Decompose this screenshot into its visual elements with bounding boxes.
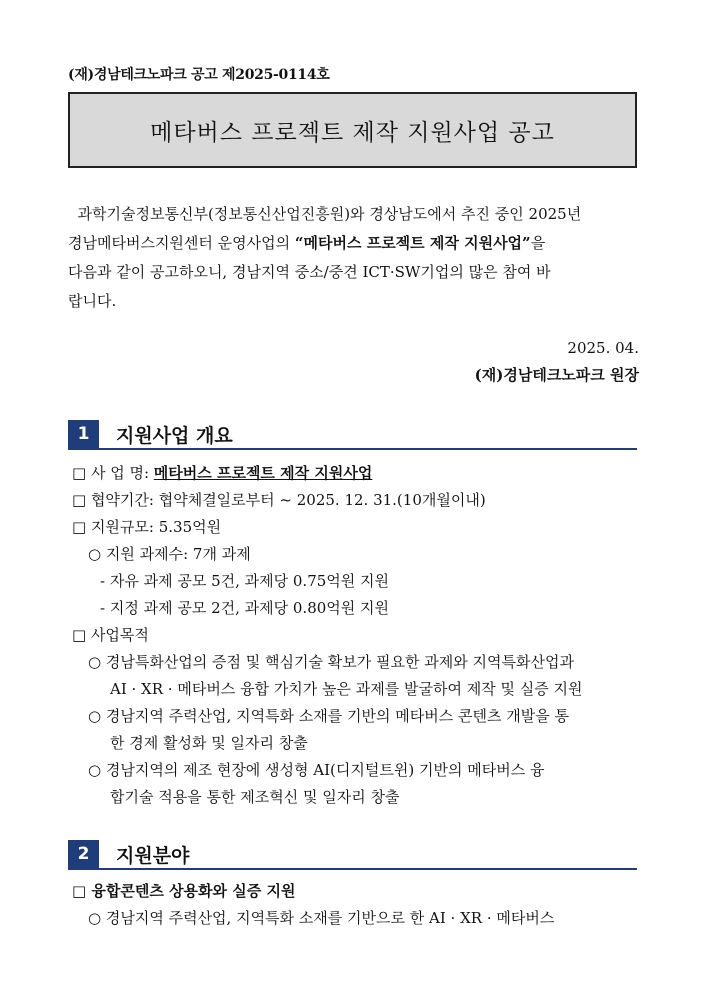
issuer: (재)경남테크노파크 원장 — [474, 366, 639, 384]
intro-line: 다음과 같이 공고하오니, 경남지역 중소/중견 ICT·SW기업의 많은 참여 바 — [68, 263, 551, 281]
intro-paragraph — [68, 200, 640, 316]
purpose-item-cont: 합기술 적용을 통한 제조혁신 및 일자리 창출 — [110, 788, 400, 806]
purpose-label: □ 사업목적 — [72, 626, 149, 644]
section-title: 지원분야 — [116, 845, 190, 867]
purpose-item-cont: 한 경제 활성화 및 일자리 창출 — [110, 734, 308, 752]
period-line: □ 협약기간: 협약체결일로부터 ~ 2025. 12. 31.(10개월이내) — [72, 491, 486, 509]
notice-number: (재)경남테크노파크 공고 제2025-0114호 — [68, 67, 330, 83]
purpose-item: ○ 경남지역 주력산업, 지역특화 소재를 기반의 메타버스 콘텐츠 개발을 통 — [88, 707, 569, 725]
scale-line: □ 지원규모: 5.35억원 — [72, 518, 222, 536]
intro-text: 을 — [530, 234, 546, 252]
section-2-header — [68, 840, 637, 870]
field-item: □ 융합콘텐츠 상용화와 실증 지원 — [72, 882, 296, 900]
intro-text: 경남메타버스지원센터 운영사업의 — [68, 234, 295, 252]
section-divider — [68, 868, 637, 870]
section-1-header — [68, 420, 637, 450]
section-number: 2 — [68, 840, 99, 868]
section-number: 1 — [68, 420, 99, 448]
section-title: 지원사업 개요 — [116, 425, 233, 447]
title-box — [68, 92, 637, 168]
purpose-item: ○ 경남특화산업의 증점 및 핵심기술 확보가 필요한 과제와 지역특화산업과 — [88, 653, 574, 671]
section-divider — [68, 448, 637, 450]
free-tasks-line: - 자유 과제 공모 5건, 과제당 0.75억원 지원 — [100, 572, 390, 590]
page-title: 메타버스 프로젝트 제작 지원사업 공고 — [150, 119, 555, 146]
project-name-line — [72, 462, 372, 483]
purpose-item-cont: AI · XR · 메타버스 융합 가치가 높은 과제를 발굴하여 제작 및 실증 지원 — [110, 680, 583, 698]
notice-date: 2025. 04. — [567, 339, 639, 357]
project-name: 메타버스 프로젝트 제작 지원사업 — [153, 464, 373, 482]
project-name-highlight: “메타버스 프로젝트 제작 지원사업” — [294, 234, 531, 252]
intro-line: 랍니다. — [68, 292, 117, 310]
field-item-desc: ○ 경남지역 주력산업, 지역특화 소재를 기반으로 한 AI · XR · 메타버스 — [88, 909, 555, 927]
purpose-item: ○ 경남지역의 제조 현장에 생성형 AI(디지털트윈) 기반의 메타버스 융 — [88, 761, 545, 779]
project-name-label: □ 사 업 명: — [72, 464, 154, 482]
designated-tasks-line: - 지정 과제 공모 2건, 과제당 0.80억원 지원 — [100, 599, 390, 617]
intro-line — [68, 229, 640, 258]
tasks-line: ○ 지원 과제수: 7개 과제 — [88, 545, 251, 563]
intro-line: 과학기술정보통신부(정보통신산업진흥원)와 경상남도에서 추진 중인 2025년 — [68, 205, 582, 223]
